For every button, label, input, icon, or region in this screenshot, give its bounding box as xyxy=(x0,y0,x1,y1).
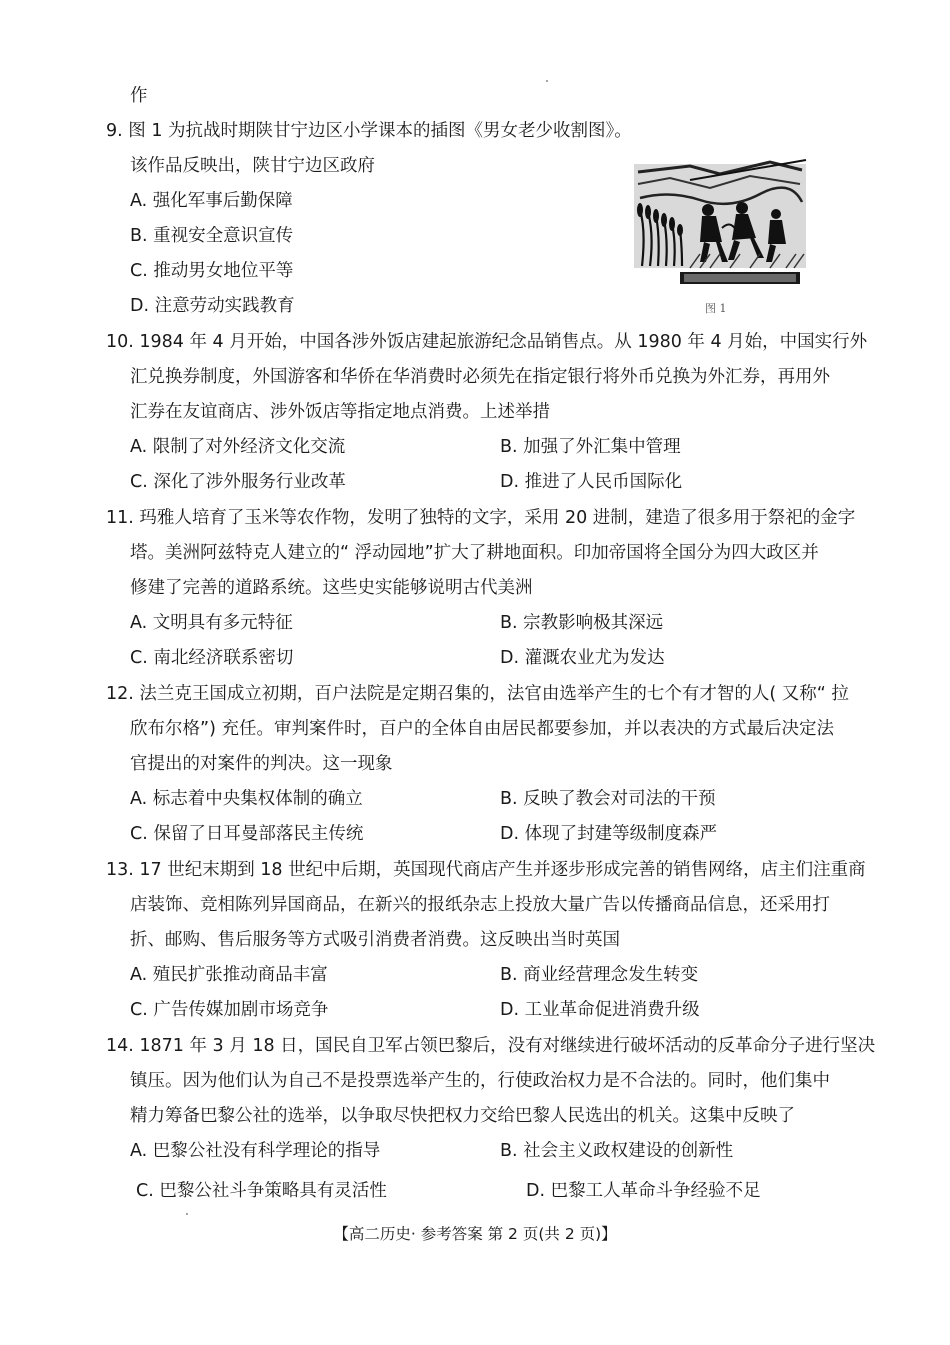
q12-option-c: C. 保留了日耳曼部落民主传统 xyxy=(130,824,364,844)
q9-stem-line-2: 该作品反映出，陕甘宁边区政府 xyxy=(130,156,375,176)
scan-speck xyxy=(546,80,548,82)
q9-option-d: D. 注意劳动实践教育 xyxy=(130,296,295,316)
q10-stem-line-2: 汇兑换券制度，外国游客和华侨在华消费时必须先在指定银行将外币兑换为外汇券，再用外 xyxy=(130,367,830,387)
q13-stem-line-1: 13. 17 世纪末期到 18 世纪中后期，英国现代商店产生并逐步形成完善的销售网络，店主们注重商 xyxy=(106,860,866,880)
q10-option-b: B. 加强了外汇集中管理 xyxy=(500,437,681,457)
q14-stem-line-2: 镇压。因为他们认为自己不是投票选举产生的，行使政治权力是不合法的。同时，他们集中 xyxy=(130,1071,830,1091)
q10-stem-line-1: 10. 1984 年 4 月开始，中国各涉外饭店建起旅游纪念品销售点。从 1980 年 4 月始，中国实行外 xyxy=(106,332,868,352)
q12-stem-line-1: 12. 法兰克王国成立初期，百户法院是定期召集的，法官由选举产生的七个有才智的人( 又称“ 拉 xyxy=(106,684,849,704)
q11-option-b: B. 宗教影响极其深远 xyxy=(500,613,664,633)
q9-option-c: C. 推动男女地位平等 xyxy=(130,261,294,281)
q11-stem-line-3: 修建了完善的道路系统。这些史实能够说明古代美洲 xyxy=(130,578,533,598)
q12-option-b: B. 反映了教会对司法的干预 xyxy=(500,789,716,809)
q9-stem-line-1: 9. 图 1 为抗战时期陕甘宁边区小学课本的插图《男女老少收割图》。 xyxy=(106,121,632,141)
q14-option-b: B. 社会主义政权建设的创新性 xyxy=(500,1141,734,1161)
q10-option-d: D. 推进了人民币国际化 xyxy=(500,472,683,492)
q11-option-c: C. 南北经济联系密切 xyxy=(130,648,294,668)
q11-stem-line-2: 塔。美洲阿兹特克人建立的“ 浮动园地”扩大了耕地面积。印加帝国将全国分为四大政区并 xyxy=(130,543,819,563)
q11-option-a: A. 文明具有多元特征 xyxy=(130,613,293,633)
previous-question-tail: 作 xyxy=(130,86,148,106)
q10-stem-line-3: 汇券在友谊商店、涉外饭店等指定地点消费。上述举措 xyxy=(130,402,550,422)
figure-1-caption: 图 1 xyxy=(705,302,727,315)
q9-option-a: A. 强化军事后勤保障 xyxy=(130,191,293,211)
q13-stem-line-3: 折、邮购、售后服务等方式吸引消费者消费。这反映出当时英国 xyxy=(130,930,620,950)
q14-stem-line-1: 14. 1871 年 3 月 18 日，国民自卫军占领巴黎后，没有对继续进行破坏活动的反革命分子进行坚决 xyxy=(106,1036,876,1056)
q14-stem-line-3: 精力筹备巴黎公社的选举，以争取尽快把权力交给巴黎人民选出的机关。这集中反映了 xyxy=(130,1106,795,1126)
q12-option-d: D. 体现了封建等级制度森严 xyxy=(500,824,718,844)
scan-speck xyxy=(186,1213,188,1215)
q14-option-a: A. 巴黎公社没有科学理论的指导 xyxy=(130,1141,381,1161)
harvest-illustration xyxy=(630,150,810,290)
q10-option-c: C. 深化了涉外服务行业改革 xyxy=(130,472,346,492)
q11-option-d: D. 灌溉农业尤为发达 xyxy=(500,648,665,668)
q10-option-a: A. 限制了对外经济文化交流 xyxy=(130,437,346,457)
q13-option-c: C. 广告传媒加剧市场竞争 xyxy=(130,1000,329,1020)
q14-option-d: D. 巴黎工人革命斗争经验不足 xyxy=(526,1181,761,1201)
page-footer: 【高二历史· 参考答案 第 2 页(共 2 页)】 xyxy=(333,1225,617,1243)
harvest-woodcut-image xyxy=(630,150,810,290)
q12-stem-line-2: 欣布尔格”) 充任。审判案件时，百户的全体自由居民都要参加，并以表决的方式最后决定法 xyxy=(130,719,834,739)
q13-option-b: B. 商业经营理念发生转变 xyxy=(500,965,699,985)
q13-option-d: D. 工业革命促进消费升级 xyxy=(500,1000,700,1020)
q11-stem-line-1: 11. 玛雅人培育了玉米等农作物，发明了独特的文字，采用 20 进制，建造了很多用于祭祀的金字 xyxy=(106,508,856,528)
q9-option-b: B. 重视安全意识宣传 xyxy=(130,226,294,246)
q12-option-a: A. 标志着中央集权体制的确立 xyxy=(130,789,363,809)
q13-option-a: A. 殖民扩张推动商品丰富 xyxy=(130,965,328,985)
q12-stem-line-3: 官提出的对案件的判决。这一现象 xyxy=(130,754,393,774)
q13-stem-line-2: 店装饰、竞相陈列异国商品，在新兴的报纸杂志上投放大量广告以传播商品信息，还采用打 xyxy=(130,895,830,915)
q14-option-c: C. 巴黎公社斗争策略具有灵活性 xyxy=(136,1181,387,1201)
